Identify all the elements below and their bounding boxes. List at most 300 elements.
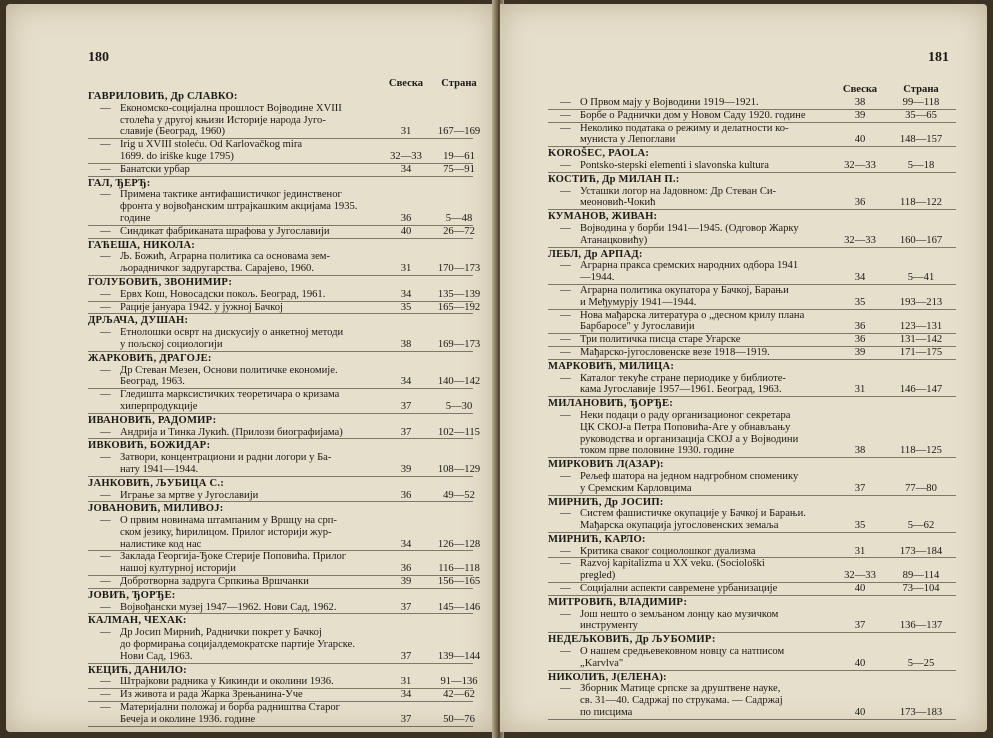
index-entry bbox=[88, 276, 481, 314]
article-title-line: налистике код нас bbox=[120, 538, 202, 550]
author-name: ДРЉАЧА, ДУШАН: bbox=[88, 315, 189, 327]
page-range: 140—142 bbox=[437, 376, 481, 388]
page-range: 139—144 bbox=[437, 650, 481, 662]
article-title-line: Др Стеван Мезен, Основи политичке економије. bbox=[120, 364, 338, 376]
dash-marker: — bbox=[100, 576, 111, 588]
volume-number: 37 bbox=[400, 400, 412, 412]
page-range: 170—173 bbox=[437, 263, 481, 275]
page-range: 5—18 bbox=[907, 159, 935, 171]
article-title-line: Примена тактике антифашистичког јединственог bbox=[120, 189, 342, 201]
article-title-line: Мађарска окупација југословенских земаља bbox=[580, 520, 779, 532]
article-reference bbox=[88, 689, 473, 702]
volume-column-header: Свеска bbox=[842, 84, 878, 95]
volume-number: 32—33 bbox=[844, 234, 876, 246]
author-name: ГАЛ, ЂЕРЂ: bbox=[88, 177, 151, 189]
article-reference bbox=[88, 164, 473, 177]
article-reference bbox=[88, 327, 481, 352]
article-title-line: Рације јануара 1942. у јужној Бачкој bbox=[120, 301, 283, 313]
column-headers bbox=[548, 84, 956, 96]
article-reference bbox=[88, 627, 481, 663]
volume-number: 37 bbox=[400, 713, 412, 725]
dash-marker: — bbox=[560, 470, 571, 482]
article-reference bbox=[548, 410, 956, 458]
page-range: 145—146 bbox=[437, 601, 481, 613]
volume-number: 35 bbox=[400, 301, 412, 313]
article-title-line: столећа у другој књизи Историје народа Југо- bbox=[120, 114, 326, 126]
article-title bbox=[560, 110, 830, 122]
dash-marker: — bbox=[560, 508, 571, 520]
article-title-line: О првим новинама штампаним у Вршцу на срп- bbox=[120, 515, 337, 527]
volume-number: 31 bbox=[854, 545, 866, 557]
article-reference bbox=[88, 301, 481, 315]
page-range: 91—136 bbox=[440, 676, 478, 688]
article-title bbox=[560, 347, 830, 359]
dash-marker: — bbox=[560, 159, 571, 171]
article-title-line: Три политичка писца старе Угарске bbox=[580, 334, 741, 346]
author-name: МИРНИЋ, КАРЛО: bbox=[548, 533, 646, 545]
volume-number: 40 bbox=[854, 657, 866, 669]
page-column-header: Страна bbox=[903, 84, 939, 95]
article-title-line: меоновић-Чокић bbox=[580, 197, 656, 209]
index-entry bbox=[88, 503, 481, 589]
article-title bbox=[560, 373, 830, 397]
dash-marker: — bbox=[100, 551, 111, 563]
article-title-line: О нашем средњевековном новцу са натписом bbox=[580, 646, 785, 658]
article-title bbox=[100, 427, 370, 439]
article-title-line: Ервх Кош, Новосадски покољ. Београд, 1961. bbox=[120, 288, 326, 300]
article-title-line: Банатски урбар bbox=[120, 163, 190, 175]
author-name: КЕЦИЋ, ДАНИЛО: bbox=[88, 664, 187, 676]
volume-number: 37 bbox=[400, 650, 412, 662]
article-reference bbox=[88, 515, 481, 551]
page-range: 108—129 bbox=[437, 463, 481, 475]
dash-marker: — bbox=[100, 515, 111, 527]
dash-marker: — bbox=[560, 260, 571, 272]
article-title bbox=[100, 676, 370, 688]
article-title bbox=[560, 186, 830, 210]
article-title bbox=[100, 576, 370, 588]
article-reference bbox=[548, 260, 956, 285]
dash-marker: — bbox=[560, 583, 571, 595]
index-entry bbox=[548, 398, 956, 458]
page-range: 173—183 bbox=[899, 707, 943, 719]
page-range: 35—65 bbox=[905, 109, 937, 121]
volume-number: 36 bbox=[854, 197, 866, 209]
article-title-line: Нова мађарска литература о „десном крилу плана bbox=[580, 309, 805, 321]
author-name: ЖАРКОВИЋ, ДРАГОЈЕ: bbox=[88, 352, 212, 364]
author-name: МИТРОВИЋ, ВЛАДИМИР: bbox=[548, 596, 688, 608]
article-title bbox=[560, 583, 830, 595]
page-range: 89—114 bbox=[902, 570, 940, 582]
author-name: ЛЕБЛ, Др АРПАД: bbox=[548, 248, 643, 260]
index-entry bbox=[88, 91, 481, 177]
article-reference bbox=[88, 226, 473, 239]
article-reference bbox=[548, 110, 956, 123]
volume-number: 34 bbox=[400, 288, 412, 300]
volume-number: 31 bbox=[400, 676, 412, 688]
article-reference bbox=[88, 139, 473, 164]
article-title-line: и Међумурју 1941—1944. bbox=[580, 296, 697, 308]
left-page bbox=[6, 4, 494, 732]
page-number: 181 bbox=[928, 50, 949, 65]
article-reference bbox=[88, 389, 473, 414]
article-title-line: хиперпродукције bbox=[120, 400, 198, 412]
dash-marker: — bbox=[100, 102, 111, 114]
volume-number: 36 bbox=[400, 563, 412, 575]
index-entry bbox=[548, 634, 956, 670]
page-range: 19—61 bbox=[443, 150, 475, 162]
volume-number: 40 bbox=[854, 707, 866, 719]
article-reference bbox=[548, 347, 956, 360]
page-range: 49—52 bbox=[443, 489, 475, 501]
article-reference bbox=[88, 102, 481, 139]
author-name: КОСТИЋ, Др МИЛАН П.: bbox=[548, 173, 680, 185]
page-column-header: Страна bbox=[441, 78, 477, 89]
author-name: ГАЋЕША, НИКОЛА: bbox=[88, 239, 196, 251]
article-title-line: Београд, 1963. bbox=[120, 376, 185, 388]
article-title-line: „Karvlva" bbox=[580, 657, 624, 669]
index-entry bbox=[548, 211, 956, 247]
article-title-line: по писцима bbox=[580, 707, 633, 719]
article-title-line: Зборник Матице српске за друштвене науке, bbox=[580, 683, 781, 695]
article-title-line: Љ. Божић, Аграрна политика са основама зем- bbox=[120, 251, 331, 263]
page-range: 118—122 bbox=[900, 197, 942, 209]
volume-number: 37 bbox=[400, 601, 412, 613]
volume-number: 34 bbox=[400, 689, 412, 701]
article-reference bbox=[548, 646, 956, 671]
page-range: 169—173 bbox=[437, 338, 481, 350]
page-range: 5—30 bbox=[445, 400, 473, 412]
article-title-line: фронта у војвођанским штрајкашким акцијама 1935. bbox=[120, 201, 358, 213]
article-title-line: Из живота и рада Жарка Зрењанина-Уче bbox=[120, 689, 303, 701]
article-title-line: Аграрна политика окупатора у Бачкој, Барањи bbox=[580, 284, 789, 296]
dash-marker: — bbox=[100, 452, 111, 464]
page-range: 135—139 bbox=[437, 288, 481, 300]
author-name: ИВКОВИЋ, БОЖИДАР: bbox=[88, 440, 211, 452]
volume-number: 36 bbox=[854, 321, 866, 333]
dash-marker: — bbox=[560, 683, 571, 695]
volume-number: 34 bbox=[400, 376, 412, 388]
article-title-line: Др Јосип Мирнић, Раднички покрет у Бачкој bbox=[120, 627, 322, 639]
article-title-line: Мађарско-југословенске везе 1918—1919. bbox=[580, 346, 770, 358]
article-title bbox=[560, 97, 830, 109]
article-title-line: нату 1941—1944. bbox=[120, 463, 199, 475]
article-title-line: Војводина у борби 1941—1945. (Одговор Жарку bbox=[580, 222, 799, 234]
article-title-line: Синдикат фабриканата шрафова у Југославији bbox=[120, 225, 330, 237]
page-range: 77—80 bbox=[905, 482, 937, 494]
article-title-line: О Првом мају у Војводини 1919—1921. bbox=[580, 97, 759, 108]
volume-number: 32—33 bbox=[390, 150, 422, 162]
article-title-line: 1699. do iriške kuge 1795) bbox=[120, 150, 234, 162]
article-title bbox=[100, 289, 370, 301]
dash-marker: — bbox=[560, 309, 571, 321]
page-range: 75—91 bbox=[443, 163, 475, 175]
article-title bbox=[100, 452, 370, 476]
index-entry bbox=[88, 478, 473, 503]
index-entry bbox=[88, 178, 473, 239]
index-entry bbox=[548, 148, 956, 173]
article-reference bbox=[548, 186, 956, 211]
author-name: ГАВРИЛОВИЋ, Др СЛАВКО: bbox=[88, 91, 238, 102]
article-title-line: Усташки логор на Јадовном: Др Стеван Си- bbox=[580, 185, 777, 197]
article-reference bbox=[548, 160, 956, 173]
dash-marker: — bbox=[100, 251, 111, 263]
article-title-line: Војвођански музеј 1947—1962. Нови Сад, 1962. bbox=[120, 601, 337, 613]
dash-marker: — bbox=[560, 646, 571, 658]
volume-number: 34 bbox=[400, 538, 412, 550]
article-reference bbox=[88, 364, 481, 390]
article-reference bbox=[88, 490, 473, 503]
author-name: ИВАНОВИЋ, РАДОМИР: bbox=[88, 414, 217, 426]
article-reference bbox=[548, 123, 956, 148]
dash-marker: — bbox=[560, 558, 571, 570]
dash-marker: — bbox=[100, 139, 111, 151]
article-title bbox=[560, 558, 830, 582]
article-title-line: Неки подаци о раду организационог секретара bbox=[580, 409, 791, 421]
article-reference bbox=[88, 702, 473, 727]
article-title-line: Барбаросе" у Југославији bbox=[580, 321, 695, 333]
article-title bbox=[560, 683, 830, 718]
author-name: КУМАНОВ, ЖИВАН: bbox=[548, 211, 658, 223]
article-title-line: св. 31—40. Садржај по струкама. — Садржај bbox=[580, 695, 783, 707]
article-title bbox=[560, 334, 830, 346]
author-name: МИРНИЋ, Др ЈОСИП: bbox=[548, 496, 664, 508]
dash-marker: — bbox=[560, 372, 571, 384]
article-title bbox=[100, 302, 370, 314]
dash-marker: — bbox=[560, 222, 571, 234]
article-title-line: руководства и организација СКОЈ а у Војводини bbox=[580, 433, 799, 445]
article-reference bbox=[548, 546, 956, 559]
dash-marker: — bbox=[100, 288, 111, 300]
article-title-line: Каталог текуће стране периодике у библиоте- bbox=[580, 372, 786, 384]
volume-number: 31 bbox=[400, 263, 412, 275]
author-name: МИРКОВИЋ Л(АЗАР): bbox=[548, 459, 664, 471]
article-reference bbox=[88, 251, 481, 276]
page-range: 136—137 bbox=[899, 620, 943, 632]
article-reference bbox=[548, 508, 956, 533]
right-page bbox=[500, 4, 987, 732]
index-entry bbox=[88, 615, 481, 663]
article-reference bbox=[548, 609, 956, 634]
article-reference bbox=[548, 683, 956, 719]
article-title bbox=[100, 627, 370, 662]
article-reference bbox=[88, 601, 481, 615]
article-title-line: Неколико података о режиму и делатности ко- bbox=[580, 122, 789, 134]
article-reference bbox=[548, 310, 956, 335]
article-title-line: Борбе о Раднички дом у Новом Саду 1920. године bbox=[580, 109, 806, 121]
article-reference bbox=[88, 452, 481, 477]
volume-number: 37 bbox=[854, 620, 866, 632]
article-title bbox=[560, 285, 830, 309]
dash-marker: — bbox=[560, 545, 571, 557]
article-title bbox=[100, 365, 370, 389]
volume-number: 39 bbox=[854, 346, 866, 358]
author-name: НЕДЕЉКОВИЋ, Др ЉУБОМИР: bbox=[548, 634, 716, 646]
article-title-line: до формирања социјалдемократске партије Угарске. bbox=[120, 639, 356, 651]
index-entry bbox=[548, 174, 956, 210]
article-reference bbox=[548, 334, 956, 347]
dash-marker: — bbox=[560, 409, 571, 421]
article-reference bbox=[88, 189, 473, 225]
page-range: 146—147 bbox=[899, 384, 943, 396]
volume-number: 31 bbox=[400, 126, 412, 138]
volume-number: 36 bbox=[400, 489, 412, 501]
article-reference bbox=[548, 583, 956, 596]
page-range: 167—169 bbox=[437, 126, 481, 138]
article-title-line: Pontsko-stepski elementi i slavonska kultura bbox=[580, 159, 769, 171]
volume-number: 31 bbox=[854, 384, 866, 396]
article-title-line: Андрија и Тинка Лукић. (Прилози биографијама) bbox=[120, 426, 343, 438]
article-title-line: током прве половине 1930. године bbox=[580, 445, 735, 457]
article-title bbox=[100, 551, 370, 575]
page-range: 173—184 bbox=[899, 545, 943, 557]
article-reference bbox=[548, 373, 956, 398]
article-title bbox=[100, 251, 370, 275]
dash-marker: — bbox=[560, 284, 571, 296]
article-title bbox=[100, 226, 370, 238]
dash-marker: — bbox=[100, 702, 111, 714]
page-range: 5—41 bbox=[907, 272, 935, 284]
index-entry bbox=[548, 459, 956, 495]
volume-number: 39 bbox=[400, 576, 412, 588]
article-reference bbox=[88, 551, 480, 576]
article-title-line: Заклада Георгија-Ђоке Стерије Поповића. Прилог bbox=[120, 551, 347, 563]
index-entry bbox=[548, 534, 956, 596]
article-title-line: муниста у Лепоглави bbox=[580, 134, 676, 146]
page-range: 165—192 bbox=[437, 301, 481, 313]
page-range: 193—213 bbox=[899, 296, 943, 308]
dash-marker: — bbox=[100, 627, 111, 639]
article-reference bbox=[548, 223, 956, 248]
index-entry bbox=[88, 440, 481, 476]
page-range: 123—131 bbox=[899, 321, 943, 333]
article-title bbox=[100, 602, 370, 614]
article-title-line: pregled) bbox=[580, 570, 616, 582]
article-title bbox=[560, 410, 830, 457]
index-entry bbox=[548, 497, 956, 533]
article-title-line: Нови Сад, 1963. bbox=[120, 650, 193, 662]
dash-marker: — bbox=[560, 109, 571, 121]
volume-number: 32—33 bbox=[844, 570, 876, 582]
article-title bbox=[100, 490, 370, 502]
article-title-line: ском језику, ћирилицом. Прилог историји жур- bbox=[120, 526, 332, 538]
volume-number: 39 bbox=[400, 463, 412, 475]
article-title bbox=[100, 389, 370, 413]
article-reference bbox=[88, 576, 481, 589]
page-range: 126—128 bbox=[437, 538, 481, 550]
article-title-line: Штрајкови радника у Кикинди и околини 1936. bbox=[120, 676, 334, 688]
dash-marker: — bbox=[560, 185, 571, 197]
article-title-line: у пољској социологији bbox=[120, 338, 223, 350]
author-name: МИЛАНОВИЋ, ЂОРЂЕ: bbox=[548, 398, 673, 410]
volume-number: 35 bbox=[854, 296, 866, 308]
author-name: НИКОЛИЋ, Ј(ЕЛЕНА): bbox=[548, 671, 667, 683]
article-title bbox=[100, 702, 370, 726]
article-title bbox=[100, 515, 370, 550]
volume-number: 40 bbox=[854, 134, 866, 146]
index-entry bbox=[548, 97, 956, 147]
article-title-line: славије (Београд, 1960) bbox=[120, 126, 226, 138]
article-reference bbox=[548, 471, 956, 496]
page-range: 5—62 bbox=[907, 520, 935, 532]
index-entry bbox=[548, 597, 956, 633]
article-reference bbox=[88, 426, 480, 440]
article-title-line: Још нешто о земљаном лонцу као музичком bbox=[580, 608, 779, 620]
article-title-line: кама Југославије 1957—1961. Београд, 1963. bbox=[580, 384, 782, 396]
page-range: 131—142 bbox=[899, 334, 943, 346]
article-title bbox=[560, 310, 830, 334]
article-reference bbox=[548, 97, 956, 110]
article-title bbox=[100, 164, 370, 176]
author-name: ЈОВАНОВИЋ, МИЛИВОЈ: bbox=[88, 503, 224, 515]
volume-number: 38 bbox=[400, 338, 412, 350]
volume-number: 38 bbox=[854, 97, 866, 108]
article-reference bbox=[88, 288, 481, 302]
volume-number: 35 bbox=[854, 520, 866, 532]
dash-marker: — bbox=[100, 489, 111, 501]
article-title bbox=[560, 123, 830, 147]
author-name: KOROŠEC, PAOLA: bbox=[548, 148, 650, 160]
article-title bbox=[560, 646, 830, 670]
volume-number: 37 bbox=[854, 482, 866, 494]
page-range: 116—118 bbox=[438, 563, 480, 575]
article-title bbox=[100, 689, 370, 701]
volume-number: 32—33 bbox=[844, 159, 876, 171]
article-title-line: Затвори, концентрациони и радни логори у Ба- bbox=[120, 452, 332, 464]
dash-marker: — bbox=[100, 426, 111, 438]
index-entry bbox=[88, 664, 478, 727]
volume-column-header: Свеска bbox=[388, 78, 424, 89]
dash-marker: — bbox=[100, 301, 111, 313]
article-title-line: Систем фашистичке окупације у Бачкој и Барањи. bbox=[580, 508, 806, 520]
index-entry bbox=[88, 589, 481, 615]
page-range: 73—104 bbox=[902, 583, 940, 595]
index-entry bbox=[88, 239, 481, 276]
article-title-line: Критика сваког социолошког дуализма bbox=[580, 545, 756, 557]
dash-marker: — bbox=[100, 327, 111, 339]
page-number: 180 bbox=[88, 50, 109, 65]
volume-number: 40 bbox=[400, 225, 412, 237]
dash-marker: — bbox=[100, 364, 111, 376]
article-reference bbox=[548, 558, 956, 583]
page-range: 148—157 bbox=[899, 134, 943, 146]
article-title-line: Играње за мртве у Југославији bbox=[120, 489, 259, 501]
page-range: 99—118 bbox=[902, 97, 940, 108]
volume-number: 38 bbox=[854, 445, 866, 457]
article-title-line: Економско-социјална прошлост Војводине XVIII bbox=[120, 102, 342, 114]
dash-marker: — bbox=[560, 97, 571, 108]
index-entry bbox=[88, 352, 481, 414]
dash-marker: — bbox=[100, 189, 111, 201]
volume-number: 36 bbox=[400, 212, 412, 224]
volume-number: 40 bbox=[854, 583, 866, 595]
article-title-line: љорадничког задругарства. Сарајево, 1960. bbox=[120, 263, 314, 275]
article-title bbox=[560, 223, 830, 247]
author-name: ГОЛУБОВИЋ, ЗВОНИМИР: bbox=[88, 276, 233, 288]
index-list bbox=[88, 78, 481, 727]
page-range: 102—115 bbox=[438, 426, 480, 438]
page-range: 5—25 bbox=[907, 657, 935, 669]
page-range: 26—72 bbox=[443, 225, 475, 237]
dash-marker: — bbox=[100, 225, 111, 237]
dash-marker: — bbox=[560, 346, 571, 358]
dash-marker: — bbox=[100, 389, 111, 401]
page-range: 156—165 bbox=[437, 576, 481, 588]
article-title-line: Razvoj kapitalizma u XX veku. (Sociološki bbox=[580, 558, 765, 570]
article-title bbox=[560, 471, 830, 495]
dash-marker: — bbox=[100, 601, 111, 613]
article-title-line: Аграрна пракса сремских народних одбора 1941 bbox=[580, 260, 799, 272]
